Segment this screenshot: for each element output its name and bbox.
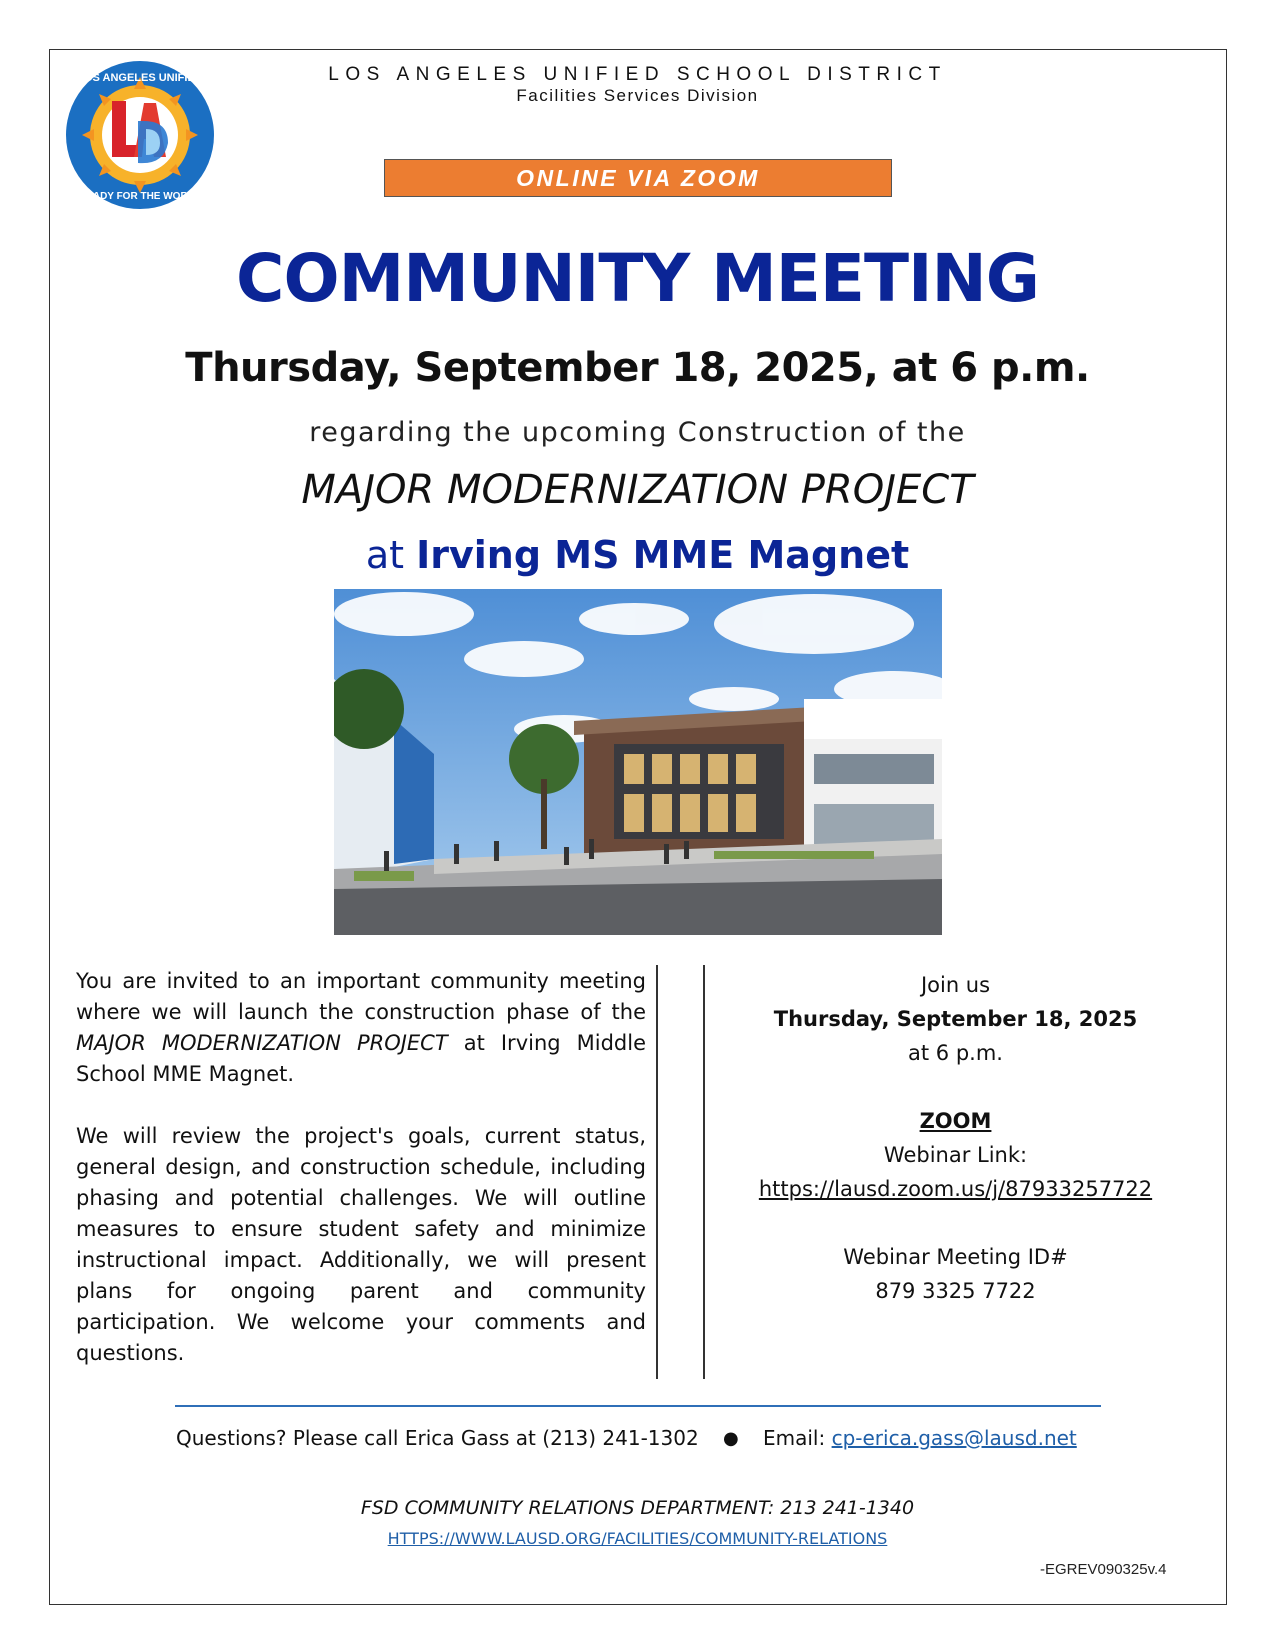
department-url-link[interactable]: HTTPS://WWW.LAUSD.ORG/FACILITIES/COMMUNITY-RELATIONS [387, 1529, 888, 1548]
meeting-date: Thursday, September 18, 2025, at 6 p.m. [185, 345, 1090, 391]
invitation-paragraph-2: We will review the project's goals, current status, general design, and construction schedule, including phasing and potential challenges. We will outline measures to ensure student safety and minimize instructional impact. Additionally, we will present plans for ongoing parent and community participation. We welcome your comments and questions. [76, 1124, 646, 1365]
invitation-paragraph-1: You are invited to an important community meeting where we will launch the construction phase of the MAJOR MODERNIZATION PROJECT at Irving Middle School MME Magnet. [76, 969, 647, 1086]
school-line [0, 533, 1275, 577]
logo-bottom-text: READY FOR THE WORLD [78, 191, 202, 202]
online-banner: ONLINE VIA ZOOM [384, 159, 892, 197]
invitation-text [76, 966, 646, 1369]
footer-divider [175, 1405, 1101, 1407]
join-date: Thursday, September 18, 2025 [773, 1007, 1138, 1031]
project-name-inline: MAJOR MODERNIZATION PROJECT [76, 1031, 448, 1055]
school-name: Irving MS MME Magnet [416, 533, 910, 577]
revision-code: -EGREV090325v.4 [1040, 1561, 1167, 1578]
join-details [703, 968, 1208, 1308]
meeting-id-label: Webinar Meeting ID# [843, 1245, 1068, 1269]
department-line: FSD COMMUNITY RELATIONS DEPARTMENT: 213 241-1340 [360, 1497, 915, 1519]
zoom-heading: ZOOM [919, 1109, 992, 1133]
separator-bullet: ● [723, 1428, 739, 1449]
project-name: MAJOR MODERNIZATION PROJECT [301, 467, 974, 513]
contact-email-line [763, 1426, 1077, 1450]
school-prefix: at [365, 533, 405, 577]
page-title: COMMUNITY MEETING [236, 240, 1039, 317]
division-name: Facilities Services Division [516, 86, 759, 105]
school-rendering-image [334, 589, 942, 935]
webinar-link[interactable]: https://lausd.zoom.us/j/87933257722 [758, 1177, 1153, 1201]
district-name: LOS ANGELES UNIFIED SCHOOL DISTRICT [328, 64, 947, 85]
regarding-line: regarding the upcoming Construction of the [309, 417, 966, 448]
join-intro: Join us [920, 973, 991, 997]
email-link[interactable]: cp-erica.gass@lausd.net [831, 1426, 1077, 1450]
logo-top-text: LOS ANGELES UNIFIED [77, 72, 203, 84]
join-time: at 6 p.m. [908, 1041, 1003, 1065]
webinar-link-label: Webinar Link: [883, 1143, 1028, 1167]
meeting-id: 879 3325 7722 [875, 1279, 1036, 1303]
email-label: Email: [763, 1426, 826, 1450]
column-divider-left [656, 965, 658, 1379]
contact-phone: Questions? Please call Erica Gass at (213) 241-1302 [176, 1426, 699, 1450]
